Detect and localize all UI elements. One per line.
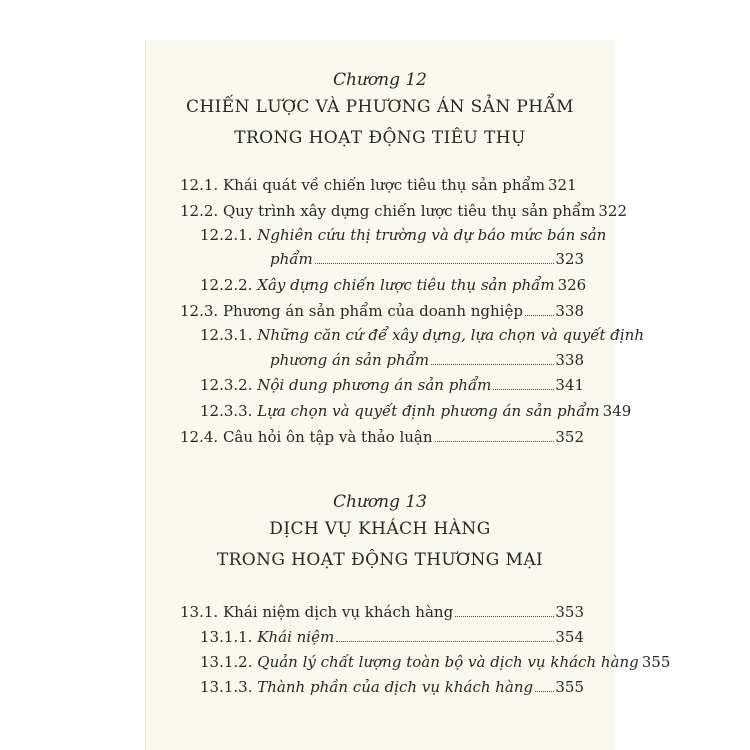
toc-entry-12-2[interactable] — [180, 202, 627, 220]
toc-entry-12-3-3[interactable] — [200, 402, 632, 420]
dot-leader — [336, 640, 554, 642]
chapter-13-title — [146, 519, 614, 571]
toc-entry-12-3[interactable] — [180, 302, 584, 320]
dot-leader — [493, 388, 554, 390]
entry-text: Khái niệm dịch vụ khách hàng — [222, 603, 454, 621]
entry-page: 322 — [598, 202, 627, 220]
entry-page: 354 — [555, 628, 584, 646]
entry-text: Khái quát về chiến lược tiêu thụ sản phẩm — [222, 176, 545, 194]
dot-leader — [431, 363, 554, 365]
chapter-13-heading — [146, 492, 614, 571]
entry-text-line2: phương án sản phẩm — [270, 351, 430, 369]
toc-entry-13-1-3[interactable] — [200, 678, 584, 696]
entry-number: 12.3.1. — [200, 326, 253, 344]
entry-page: 338 — [555, 302, 584, 320]
entry-number: 13.1.3. — [200, 678, 253, 696]
entry-number: 13.1. — [180, 603, 219, 621]
toc-entry-12-3-2[interactable] — [200, 376, 584, 394]
chapter-12-title-line1: CHIẾN LƯỢC VÀ PHƯƠNG ÁN SẢN PHẨM — [186, 97, 574, 117]
dot-leader — [455, 615, 554, 617]
entry-text: Nội dung phương án sản phẩm — [257, 376, 492, 394]
dot-leader — [315, 262, 555, 264]
entry-number: 13.1.2. — [200, 653, 253, 671]
toc-entry-12-2-1-line2[interactable] — [270, 250, 584, 268]
entry-page: 338 — [555, 351, 584, 369]
toc-entry-13-1-1[interactable] — [200, 628, 584, 646]
entry-text: Câu hỏi ôn tập và thảo luận — [222, 428, 433, 446]
entry-text: Phương án sản phẩm của doanh nghiệp — [222, 302, 523, 320]
entry-text: Quản lý chất lượng toàn bộ và dịch vụ khách hàng — [257, 653, 639, 671]
dot-leader — [525, 314, 554, 316]
entry-page: 321 — [547, 176, 577, 194]
chapter-12-title-line2: TRONG HOẠT ĐỘNG TIÊU THỤ — [234, 128, 526, 148]
toc-entry-12-4[interactable] — [180, 428, 584, 446]
entry-text: Lựa chọn và quyết định phương án sản phẩm — [257, 402, 600, 420]
toc-entry-12-2-2[interactable] — [200, 276, 587, 294]
entry-page: 326 — [557, 276, 587, 294]
dot-leader — [535, 690, 554, 692]
entry-page: 355 — [555, 678, 584, 696]
dot-leader — [435, 440, 555, 442]
entry-text: Quy trình xây dựng chiến lược tiêu thụ sản phẩm — [222, 202, 596, 220]
toc-entry-12-3-1-line2[interactable] — [270, 351, 584, 369]
entry-page: 352 — [555, 428, 584, 446]
chapter-13-title-line1: DỊCH VỤ KHÁCH HÀNG — [269, 519, 491, 539]
entry-text: Thành phần của dịch vụ khách hàng — [257, 678, 534, 696]
entry-number: 12.3.2. — [200, 376, 253, 394]
entry-text: Khái niệm — [257, 628, 335, 646]
chapter-12-heading — [146, 70, 614, 149]
entry-number: 12.2.2. — [200, 276, 253, 294]
entry-page: 353 — [555, 603, 584, 621]
entry-number: 12.3. — [180, 302, 219, 320]
entry-number: 12.4. — [180, 428, 219, 446]
entry-page: 341 — [555, 376, 584, 394]
entry-number: 13.1.1. — [200, 628, 253, 646]
chapter-12-label: Chương 12 — [332, 70, 427, 90]
toc-entry-13-1-2[interactable] — [200, 653, 671, 671]
chapter-13-title-line2: TRONG HOẠT ĐỘNG THƯƠNG MẠI — [216, 550, 544, 570]
entry-number: 12.3.3. — [200, 402, 253, 420]
entry-number: 12.1. — [180, 176, 219, 194]
toc-entry-12-1[interactable] — [180, 176, 577, 194]
entry-number: 12.2.1. — [200, 226, 253, 244]
entry-page: 355 — [641, 653, 671, 671]
chapter-13-label: Chương 13 — [332, 492, 427, 512]
entry-number: 12.2. — [180, 202, 219, 220]
entry-text: Xây dựng chiến lược tiêu thụ sản phẩm — [257, 276, 555, 294]
entry-text-line2: phẩm — [270, 250, 313, 268]
entry-text-line1: Những căn cứ để xây dựng, lựa chọn và quyết định — [257, 326, 645, 344]
toc-entry-12-3-1-line1[interactable] — [200, 326, 644, 344]
entry-page: 349 — [602, 402, 632, 420]
entry-text-line1: Nghiên cứu thị trường và dự báo mức bán sản — [257, 226, 607, 244]
entry-page: 323 — [555, 250, 584, 268]
toc-entry-12-2-1-line1[interactable] — [200, 226, 606, 244]
chapter-12-title — [146, 97, 614, 149]
toc-entry-13-1[interactable] — [180, 603, 584, 621]
